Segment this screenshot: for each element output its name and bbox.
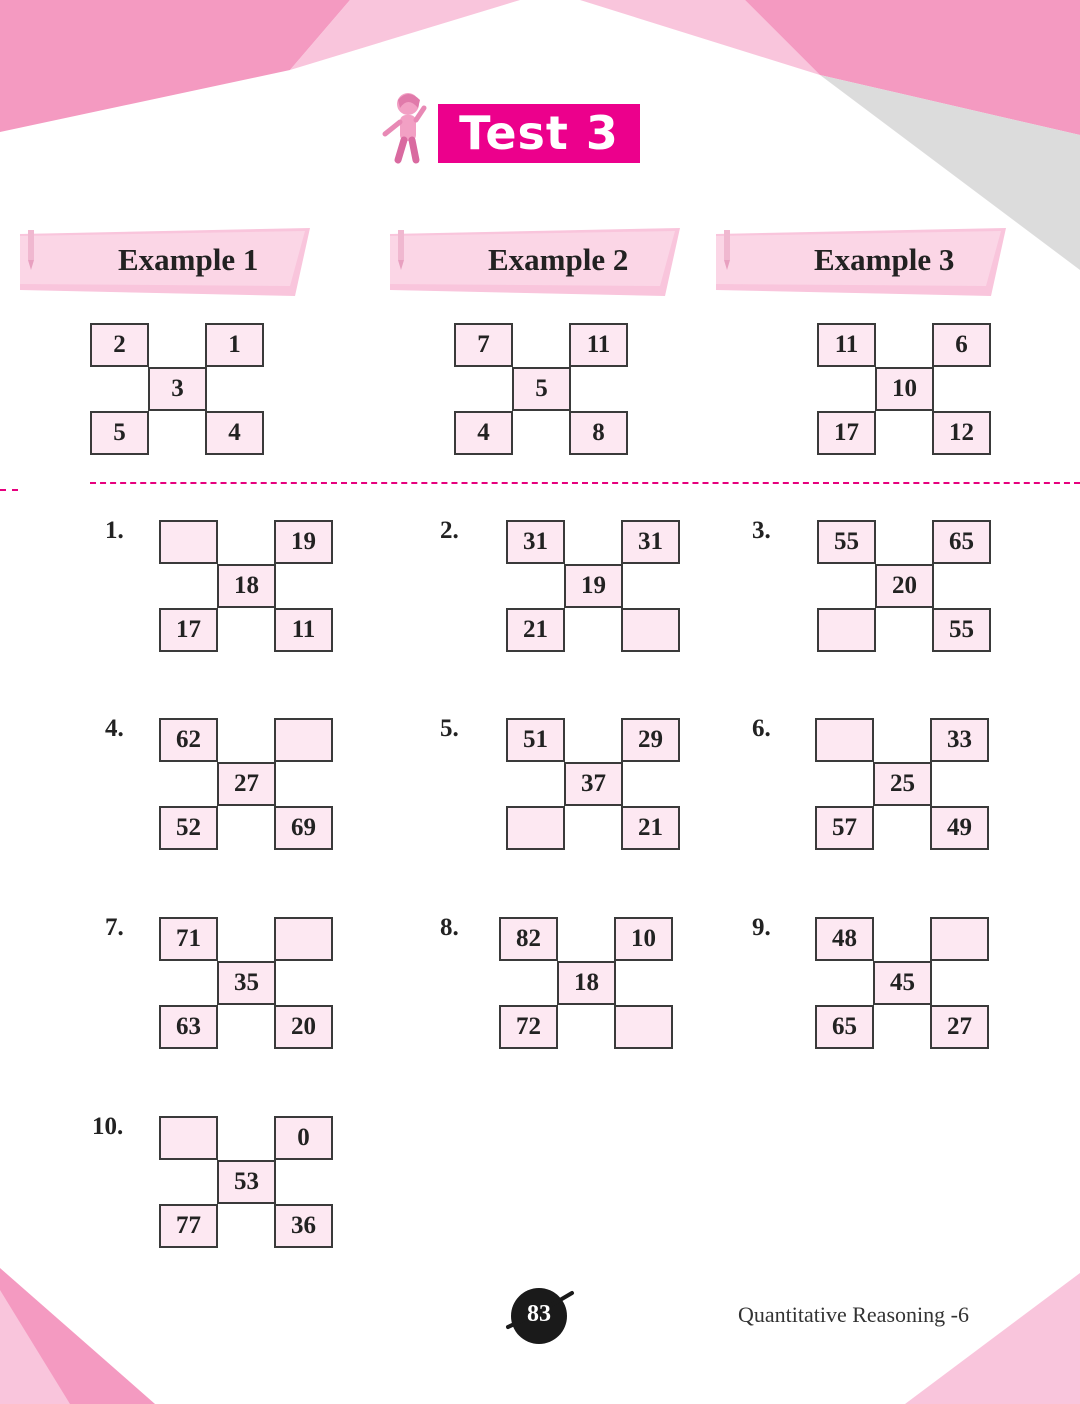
cell-bottom-right: 27 [930,1005,989,1049]
cell-center: 45 [873,961,932,1005]
question-puzzle-4 [159,718,335,850]
question-puzzle-6 [815,718,991,850]
cell-top-right: 31 [621,520,680,564]
question-puzzle-1 [159,520,335,652]
question-number: 2. [440,517,459,544]
cell-bottom-right: 69 [274,806,333,850]
divider-stub [0,489,18,491]
cell-top-left: 31 [506,520,565,564]
cell-top-right: 10 [614,917,673,961]
question-number: 9. [752,914,771,941]
question-puzzle-7 [159,917,335,1049]
cell-bottom-right[interactable] [621,608,680,652]
cell-bottom-left: 21 [506,608,565,652]
cell-bottom-left: 65 [815,1005,874,1049]
cell-bottom-left: 72 [499,1005,558,1049]
cell-top-right: 6 [932,323,991,367]
cell-bottom-right: 20 [274,1005,333,1049]
cell-bottom-right: 49 [930,806,989,850]
cell-top-right: 33 [930,718,989,762]
cell-center: 53 [217,1160,276,1204]
cell-bottom-right: 4 [205,411,264,455]
cell-center: 25 [873,762,932,806]
pencil-icon [20,228,42,272]
cell-center: 18 [217,564,276,608]
cell-center: 37 [564,762,623,806]
cell-top-right: 65 [932,520,991,564]
question-number: 3. [752,517,771,544]
cell-top-right[interactable] [930,917,989,961]
example-label: Example 2 [488,242,629,277]
cell-center: 20 [875,564,934,608]
example-puzzle-2 [454,323,630,455]
cell-top-left: 2 [90,323,149,367]
question-puzzle-5 [506,718,682,850]
cell-center: 5 [512,367,571,411]
cell-bottom-left[interactable] [817,608,876,652]
cell-top-right: 29 [621,718,680,762]
cell-top-left: 48 [815,917,874,961]
cell-top-left: 71 [159,917,218,961]
example-banner-1 [20,228,315,298]
pencil-icon [390,228,412,272]
question-number: 6. [752,715,771,742]
cell-bottom-right: 12 [932,411,991,455]
cell-center: 19 [564,564,623,608]
girl-character-icon [380,90,430,170]
question-number: 5. [440,715,459,742]
cell-bottom-left: 63 [159,1005,218,1049]
question-puzzle-8 [499,917,675,1049]
cell-top-right[interactable] [274,917,333,961]
question-puzzle-3 [817,520,993,652]
question-number: 4. [105,715,124,742]
example-banner-2 [390,228,685,298]
cell-center: 18 [557,961,616,1005]
cell-top-left: 62 [159,718,218,762]
cell-bottom-right[interactable] [614,1005,673,1049]
cell-bottom-left: 5 [90,411,149,455]
question-puzzle-10 [159,1116,335,1248]
cell-top-right: 19 [274,520,333,564]
book-title: Quantitative Reasoning -6 [738,1302,969,1327]
page-title: Test 3 [438,104,640,163]
example-label: Example 3 [814,242,955,277]
cell-bottom-left: 52 [159,806,218,850]
example-label: Example 1 [118,242,259,277]
cell-top-left[interactable] [159,520,218,564]
question-number: 1. [105,517,124,544]
cell-top-right: 11 [569,323,628,367]
example-puzzle-3 [817,323,993,455]
cell-top-right: 0 [274,1116,333,1160]
question-number: 10. [92,1113,124,1140]
cell-center: 35 [217,961,276,1005]
example-banner-3 [716,228,1011,298]
cell-top-right[interactable] [274,718,333,762]
cell-bottom-left: 57 [815,806,874,850]
cell-top-left: 55 [817,520,876,564]
cell-bottom-left: 17 [159,608,218,652]
cell-bottom-left[interactable] [506,806,565,850]
cell-top-left: 7 [454,323,513,367]
cell-center: 27 [217,762,276,806]
cell-bottom-left: 77 [159,1204,218,1248]
cell-bottom-left: 4 [454,411,513,455]
question-number: 7. [105,914,124,941]
cell-top-left: 82 [499,917,558,961]
cell-top-left[interactable] [159,1116,218,1160]
cell-top-right: 1 [205,323,264,367]
cell-center: 10 [875,367,934,411]
cell-top-left[interactable] [815,718,874,762]
cell-bottom-right: 11 [274,608,333,652]
pencil-icon [716,228,738,272]
cell-bottom-left: 17 [817,411,876,455]
page-number-badge [502,1283,576,1347]
cell-top-left: 51 [506,718,565,762]
cell-bottom-right: 8 [569,411,628,455]
cell-bottom-right: 36 [274,1204,333,1248]
question-puzzle-2 [506,520,682,652]
cell-top-left: 11 [817,323,876,367]
divider-line [90,482,1080,484]
question-number: 8. [440,914,459,941]
page-number: 83 [527,1301,551,1327]
cell-center: 3 [148,367,207,411]
question-puzzle-9 [815,917,991,1049]
cell-bottom-right: 55 [932,608,991,652]
example-puzzle-1 [90,323,266,455]
cell-bottom-right: 21 [621,806,680,850]
